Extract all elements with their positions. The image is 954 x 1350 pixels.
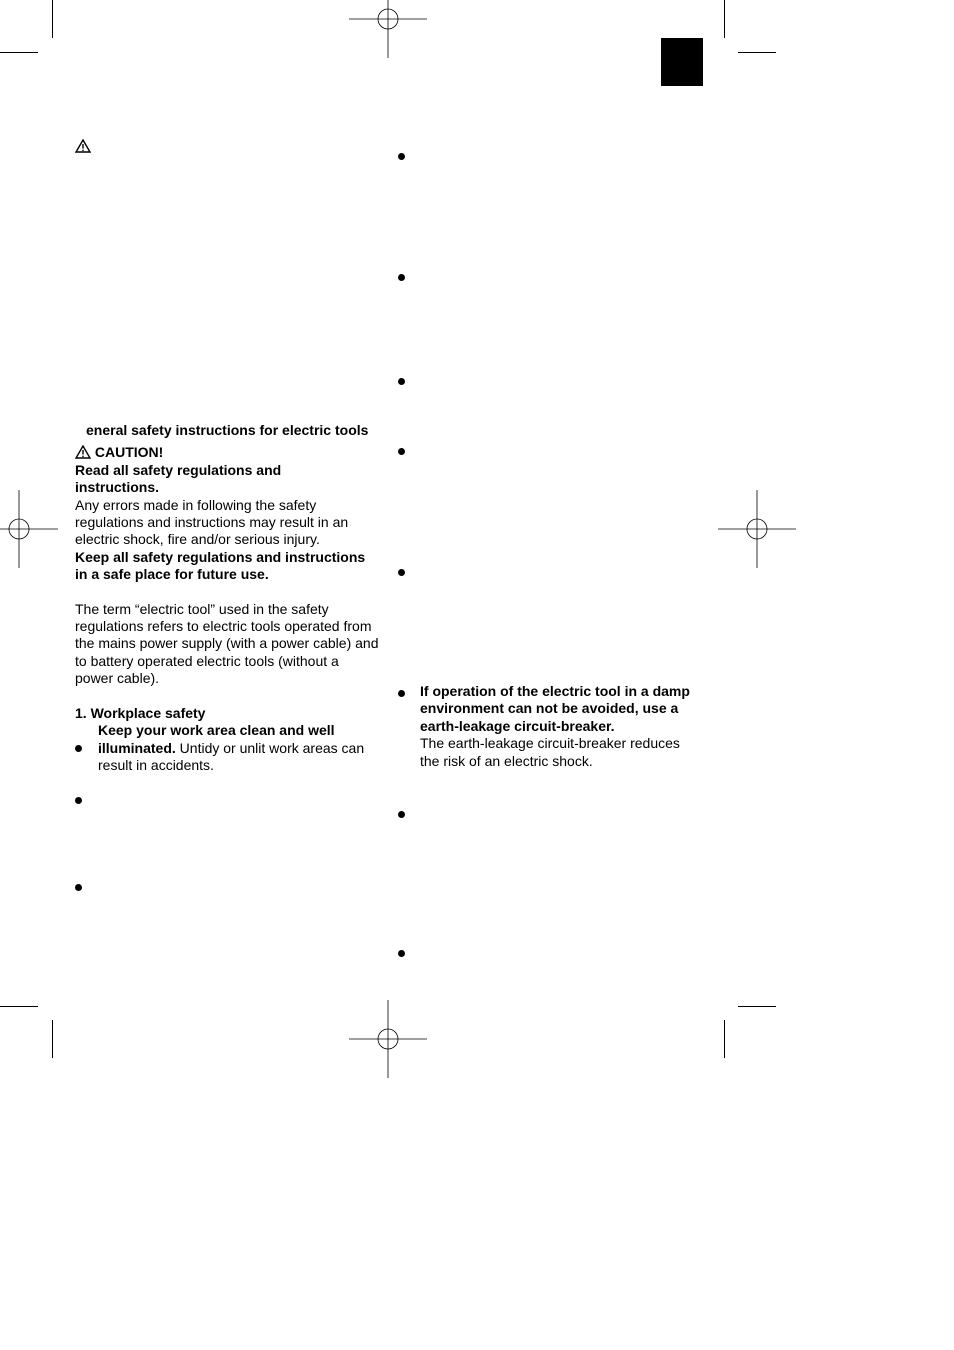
bullet-icon: [398, 448, 405, 455]
bullet-icon: [398, 274, 405, 281]
caution-label: CAUTION!: [94, 444, 164, 461]
list-item-text: Untidy or unlit work areas can result in accidents.: [98, 739, 365, 773]
keep-all-text: Keep all safety regulations and instructions in a safe place for future use.: [75, 548, 366, 583]
bullet-icon: [75, 745, 82, 752]
bullet-icon: [398, 378, 405, 385]
warning-icon: [75, 445, 91, 459]
left-column: [75, 422, 380, 774]
bullet-icon: [75, 797, 82, 804]
term-text: The term “electric tool” used in the safety regulations refers to electric tools operated from the mains power supply (with a power cable) and to battery operated electric tools (without a power cable).: [75, 600, 379, 687]
registration-mark-icon: [718, 490, 796, 568]
read-all-text: Read all safety regulations and instructions.: [75, 461, 282, 496]
crop-mark: [724, 1020, 725, 1058]
bullet-icon: [398, 811, 405, 818]
crop-mark: [0, 1006, 38, 1007]
errors-text: Any errors made in following the safety regulations and instructions may result in an electric shock, fire and/or serious injury.: [75, 496, 349, 548]
crop-mark: [52, 0, 53, 38]
registration-mark-icon: [349, 1000, 427, 1078]
bullet-icon: [398, 153, 405, 160]
registration-mark-icon: [0, 490, 58, 568]
crop-mark: [52, 1020, 53, 1058]
crop-mark: [738, 52, 776, 53]
bullet-icon: [398, 950, 405, 957]
crop-mark: [738, 1006, 776, 1007]
list-item: [75, 722, 378, 774]
bullet-icon: [398, 569, 405, 576]
bullet-icon: [398, 690, 405, 697]
bullet-icon: [75, 884, 82, 891]
rcd-bold-text: If operation of the electric tool in a damp environment can not be avoided, use a earth-leakage circuit-breaker.: [420, 683, 690, 734]
section-heading: eneral safety instructions for electric tools: [86, 422, 369, 438]
language-tab: [661, 38, 703, 86]
rcd-item: [420, 683, 710, 770]
crop-mark: [724, 0, 725, 38]
registration-mark-icon: [349, 0, 427, 58]
rcd-text: The earth-leakage circuit-breaker reduces the risk of an electric shock.: [420, 735, 680, 769]
crop-mark: [0, 52, 38, 53]
caution-line: [75, 444, 380, 461]
list-item-bold: Keep your work area clean and well illuminated.: [98, 722, 335, 756]
workplace-safety-title: 1. Workplace safety: [75, 704, 206, 721]
warning-icon: [75, 139, 91, 153]
